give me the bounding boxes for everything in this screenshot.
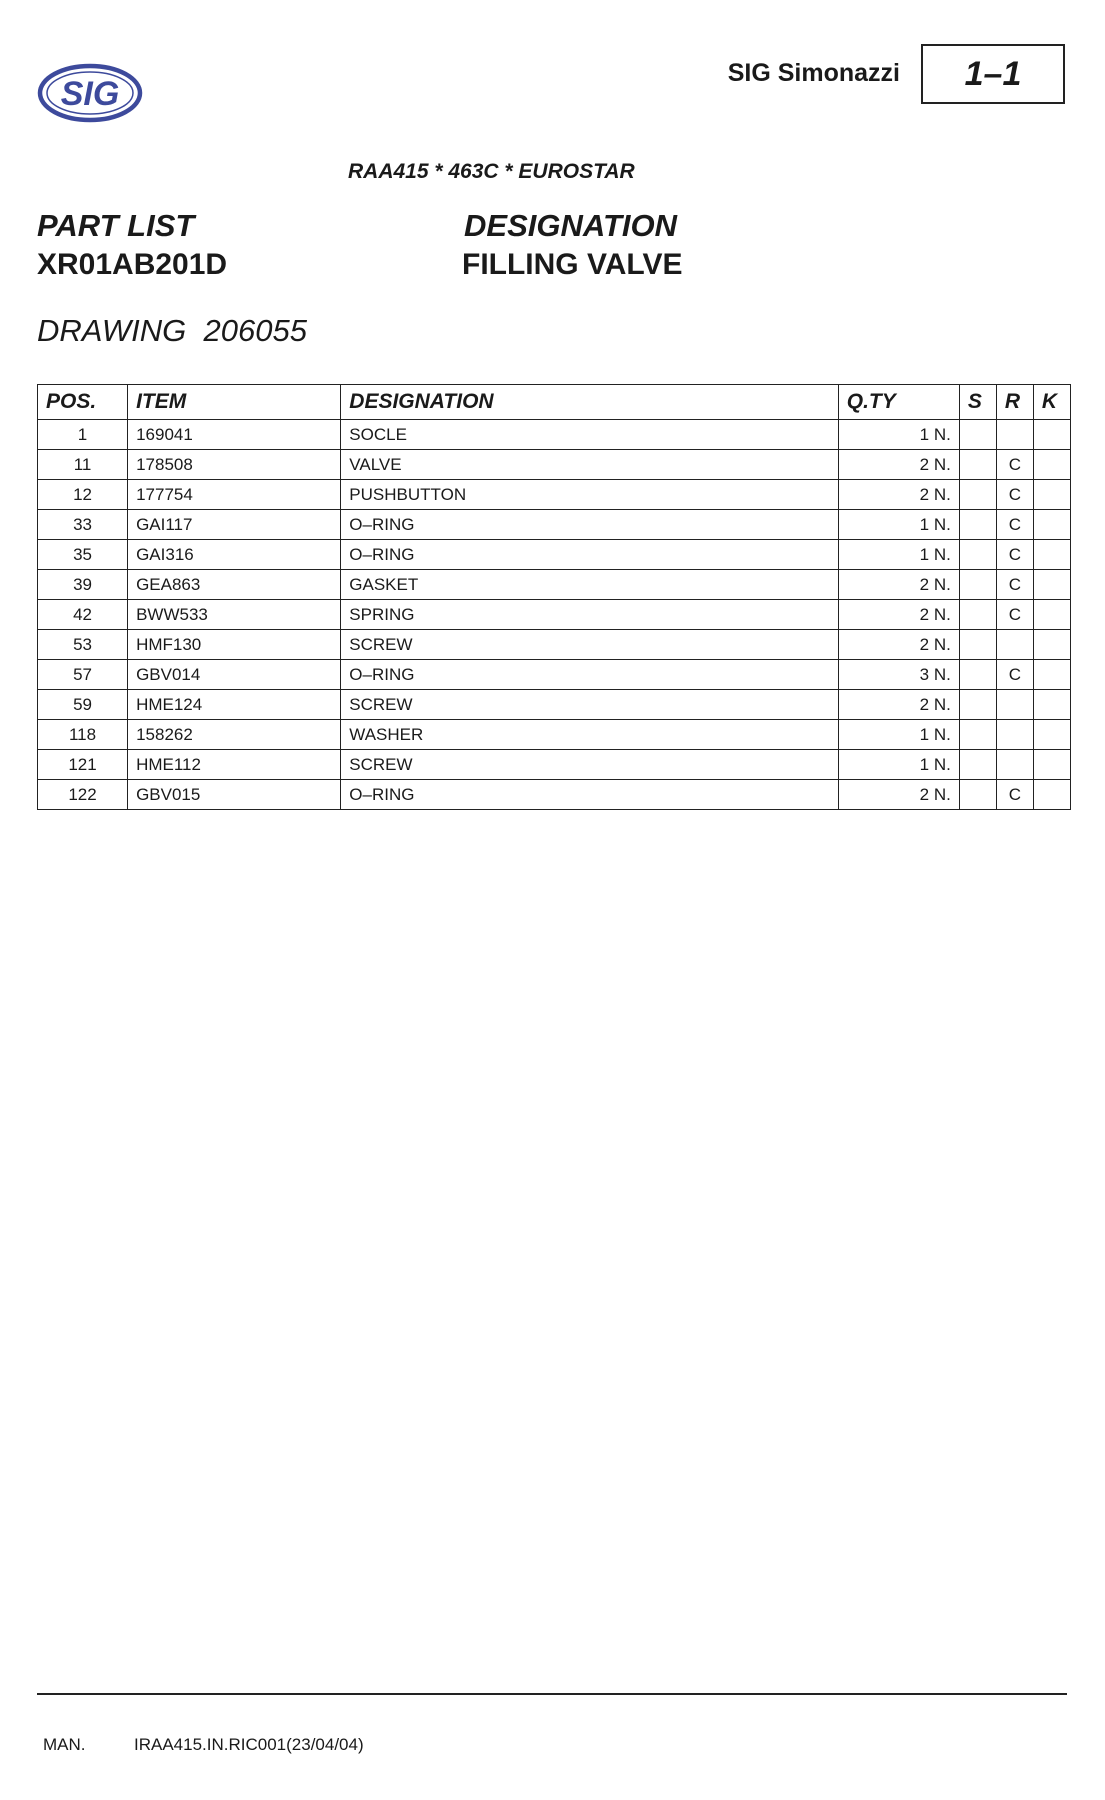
cell-item: HME124	[128, 690, 341, 720]
cell-k	[1033, 540, 1070, 570]
cell-item: GBV015	[128, 780, 341, 810]
header-item: ITEM	[128, 385, 341, 420]
cell-qty: 2 N.	[838, 480, 959, 510]
cell-pos: 35	[38, 540, 128, 570]
header-qty: Q.TY	[838, 385, 959, 420]
parts-table	[37, 384, 1071, 810]
table-row	[38, 510, 1071, 540]
table-row	[38, 450, 1071, 480]
table-row	[38, 750, 1071, 780]
designation-label: DESIGNATION	[464, 208, 677, 243]
cell-designation: O–RING	[341, 510, 838, 540]
table-row	[38, 660, 1071, 690]
cell-r	[996, 630, 1033, 660]
cell-r: C	[996, 660, 1033, 690]
table-row	[38, 420, 1071, 450]
cell-pos: 12	[38, 480, 128, 510]
cell-pos: 33	[38, 510, 128, 540]
part-list-label: PART LIST	[37, 208, 195, 243]
cell-s	[959, 690, 996, 720]
cell-item: HME112	[128, 750, 341, 780]
cell-item: 178508	[128, 450, 341, 480]
cell-qty: 1 N.	[838, 750, 959, 780]
cell-qty: 2 N.	[838, 600, 959, 630]
cell-qty: 1 N.	[838, 420, 959, 450]
cell-qty: 2 N.	[838, 780, 959, 810]
cell-designation: SCREW	[341, 690, 838, 720]
cell-qty: 2 N.	[838, 690, 959, 720]
cell-pos: 122	[38, 780, 128, 810]
cell-k	[1033, 690, 1070, 720]
cell-r	[996, 420, 1033, 450]
cell-pos: 57	[38, 660, 128, 690]
part-list-code: XR01AB201D	[37, 248, 228, 281]
cell-s	[959, 420, 996, 450]
cell-s	[959, 660, 996, 690]
cell-designation: SCREW	[341, 630, 838, 660]
cell-item: 177754	[128, 480, 341, 510]
cell-designation: PUSHBUTTON	[341, 480, 838, 510]
cell-r: C	[996, 600, 1033, 630]
cell-qty: 1 N.	[838, 510, 959, 540]
cell-designation: SPRING	[341, 600, 838, 630]
cell-item: 158262	[128, 720, 341, 750]
cell-k	[1033, 450, 1070, 480]
cell-pos: 42	[38, 600, 128, 630]
cell-s	[959, 720, 996, 750]
cell-k	[1033, 660, 1070, 690]
cell-item: GAI316	[128, 540, 341, 570]
cell-s	[959, 510, 996, 540]
cell-qty: 2 N.	[838, 570, 959, 600]
cell-designation: O–RING	[341, 780, 838, 810]
table-row	[38, 630, 1071, 660]
cell-s	[959, 750, 996, 780]
footer-divider	[37, 1693, 1067, 1695]
cell-qty: 2 N.	[838, 630, 959, 660]
sig-logo	[37, 62, 143, 124]
cell-designation: VALVE	[341, 450, 838, 480]
cell-r: C	[996, 540, 1033, 570]
cell-k	[1033, 600, 1070, 630]
cell-s	[959, 570, 996, 600]
cell-r: C	[996, 780, 1033, 810]
cell-k	[1033, 510, 1070, 540]
cell-pos: 121	[38, 750, 128, 780]
page-number-box	[921, 44, 1065, 104]
table-row	[38, 720, 1071, 750]
cell-item: HMF130	[128, 630, 341, 660]
cell-item: GEA863	[128, 570, 341, 600]
table-row	[38, 480, 1071, 510]
cell-s	[959, 600, 996, 630]
header-pos: POS.	[38, 385, 128, 420]
table-row	[38, 570, 1071, 600]
cell-pos: 11	[38, 450, 128, 480]
cell-r: C	[996, 480, 1033, 510]
cell-item: BWW533	[128, 600, 341, 630]
designation-value: FILLING VALVE	[462, 248, 683, 281]
cell-item: GAI117	[128, 510, 341, 540]
footer-document-code: IRAA415.IN.RIC001(23/04/04)	[134, 1735, 364, 1754]
cell-qty: 1 N.	[838, 540, 959, 570]
table-row	[38, 690, 1071, 720]
brand-name: SIG Simonazzi	[727, 59, 900, 87]
cell-s	[959, 630, 996, 660]
cell-r: C	[996, 510, 1033, 540]
table-row	[38, 540, 1071, 570]
cell-r	[996, 750, 1033, 780]
cell-s	[959, 450, 996, 480]
cell-s	[959, 480, 996, 510]
logo-text: SIG	[60, 75, 120, 113]
cell-pos: 118	[38, 720, 128, 750]
cell-k	[1033, 720, 1070, 750]
cell-k	[1033, 420, 1070, 450]
machine-subtitle: RAA415 * 463C * EUROSTAR	[348, 160, 635, 183]
cell-designation: WASHER	[341, 720, 838, 750]
cell-r	[996, 690, 1033, 720]
cell-pos: 53	[38, 630, 128, 660]
cell-s	[959, 540, 996, 570]
cell-pos: 39	[38, 570, 128, 600]
cell-s	[959, 780, 996, 810]
cell-designation: O–RING	[341, 660, 838, 690]
cell-item: GBV014	[128, 660, 341, 690]
cell-designation: GASKET	[341, 570, 838, 600]
table-header-row	[38, 385, 1071, 420]
cell-k	[1033, 480, 1070, 510]
cell-k	[1033, 570, 1070, 600]
header-designation: DESIGNATION	[341, 385, 838, 420]
cell-pos: 59	[38, 690, 128, 720]
cell-k	[1033, 750, 1070, 780]
cell-qty: 1 N.	[838, 720, 959, 750]
cell-item: 169041	[128, 420, 341, 450]
cell-r: C	[996, 450, 1033, 480]
cell-qty: 2 N.	[838, 450, 959, 480]
cell-designation: SCREW	[341, 750, 838, 780]
cell-r: C	[996, 570, 1033, 600]
header-k: K	[1033, 385, 1070, 420]
header-s: S	[959, 385, 996, 420]
drawing-number: DRAWING 206055	[37, 313, 307, 348]
cell-qty: 3 N.	[838, 660, 959, 690]
cell-designation: O–RING	[341, 540, 838, 570]
table-row	[38, 600, 1071, 630]
cell-designation: SOCLE	[341, 420, 838, 450]
cell-pos: 1	[38, 420, 128, 450]
cell-k	[1033, 780, 1070, 810]
cell-r	[996, 720, 1033, 750]
header-r: R	[996, 385, 1033, 420]
footer-man-label: MAN.	[43, 1735, 86, 1754]
cell-k	[1033, 630, 1070, 660]
table-row	[38, 780, 1071, 810]
page-number: 1–1	[964, 54, 1022, 93]
